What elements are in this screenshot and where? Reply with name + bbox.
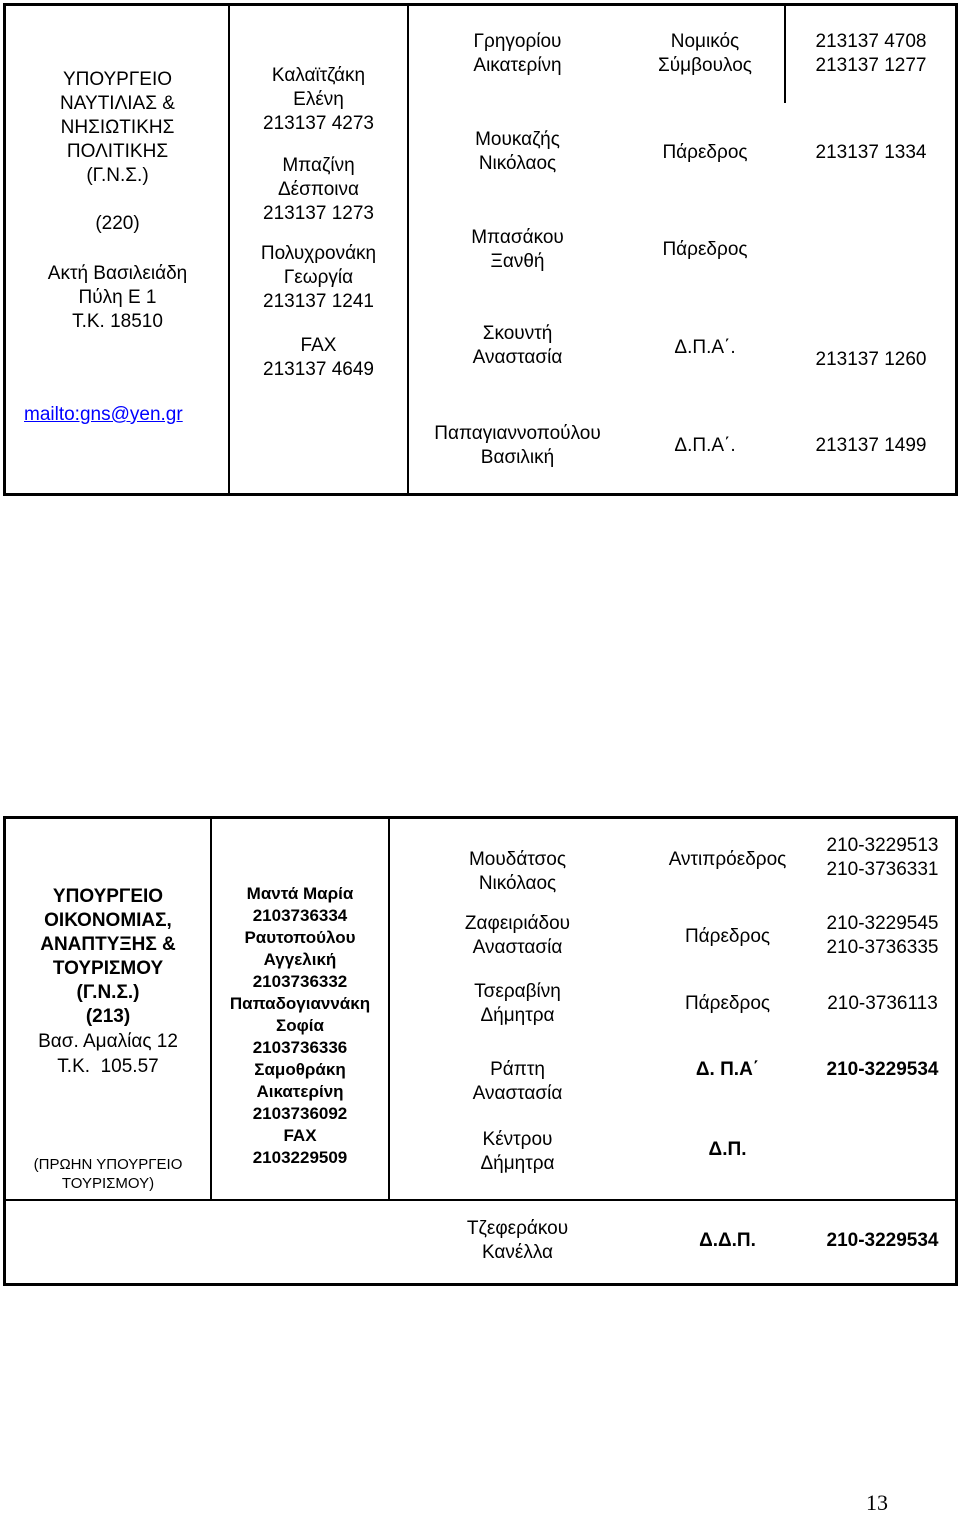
email-link[interactable]: mailto:gns@yen.gr [24,404,183,425]
table-2-row-divider [3,1199,958,1201]
table-1-col-divider-3 [784,3,786,103]
ministry-1-code: (220) [95,213,140,234]
page-number: 13 [866,1490,888,1515]
table-1-col-divider-2 [407,3,409,493]
